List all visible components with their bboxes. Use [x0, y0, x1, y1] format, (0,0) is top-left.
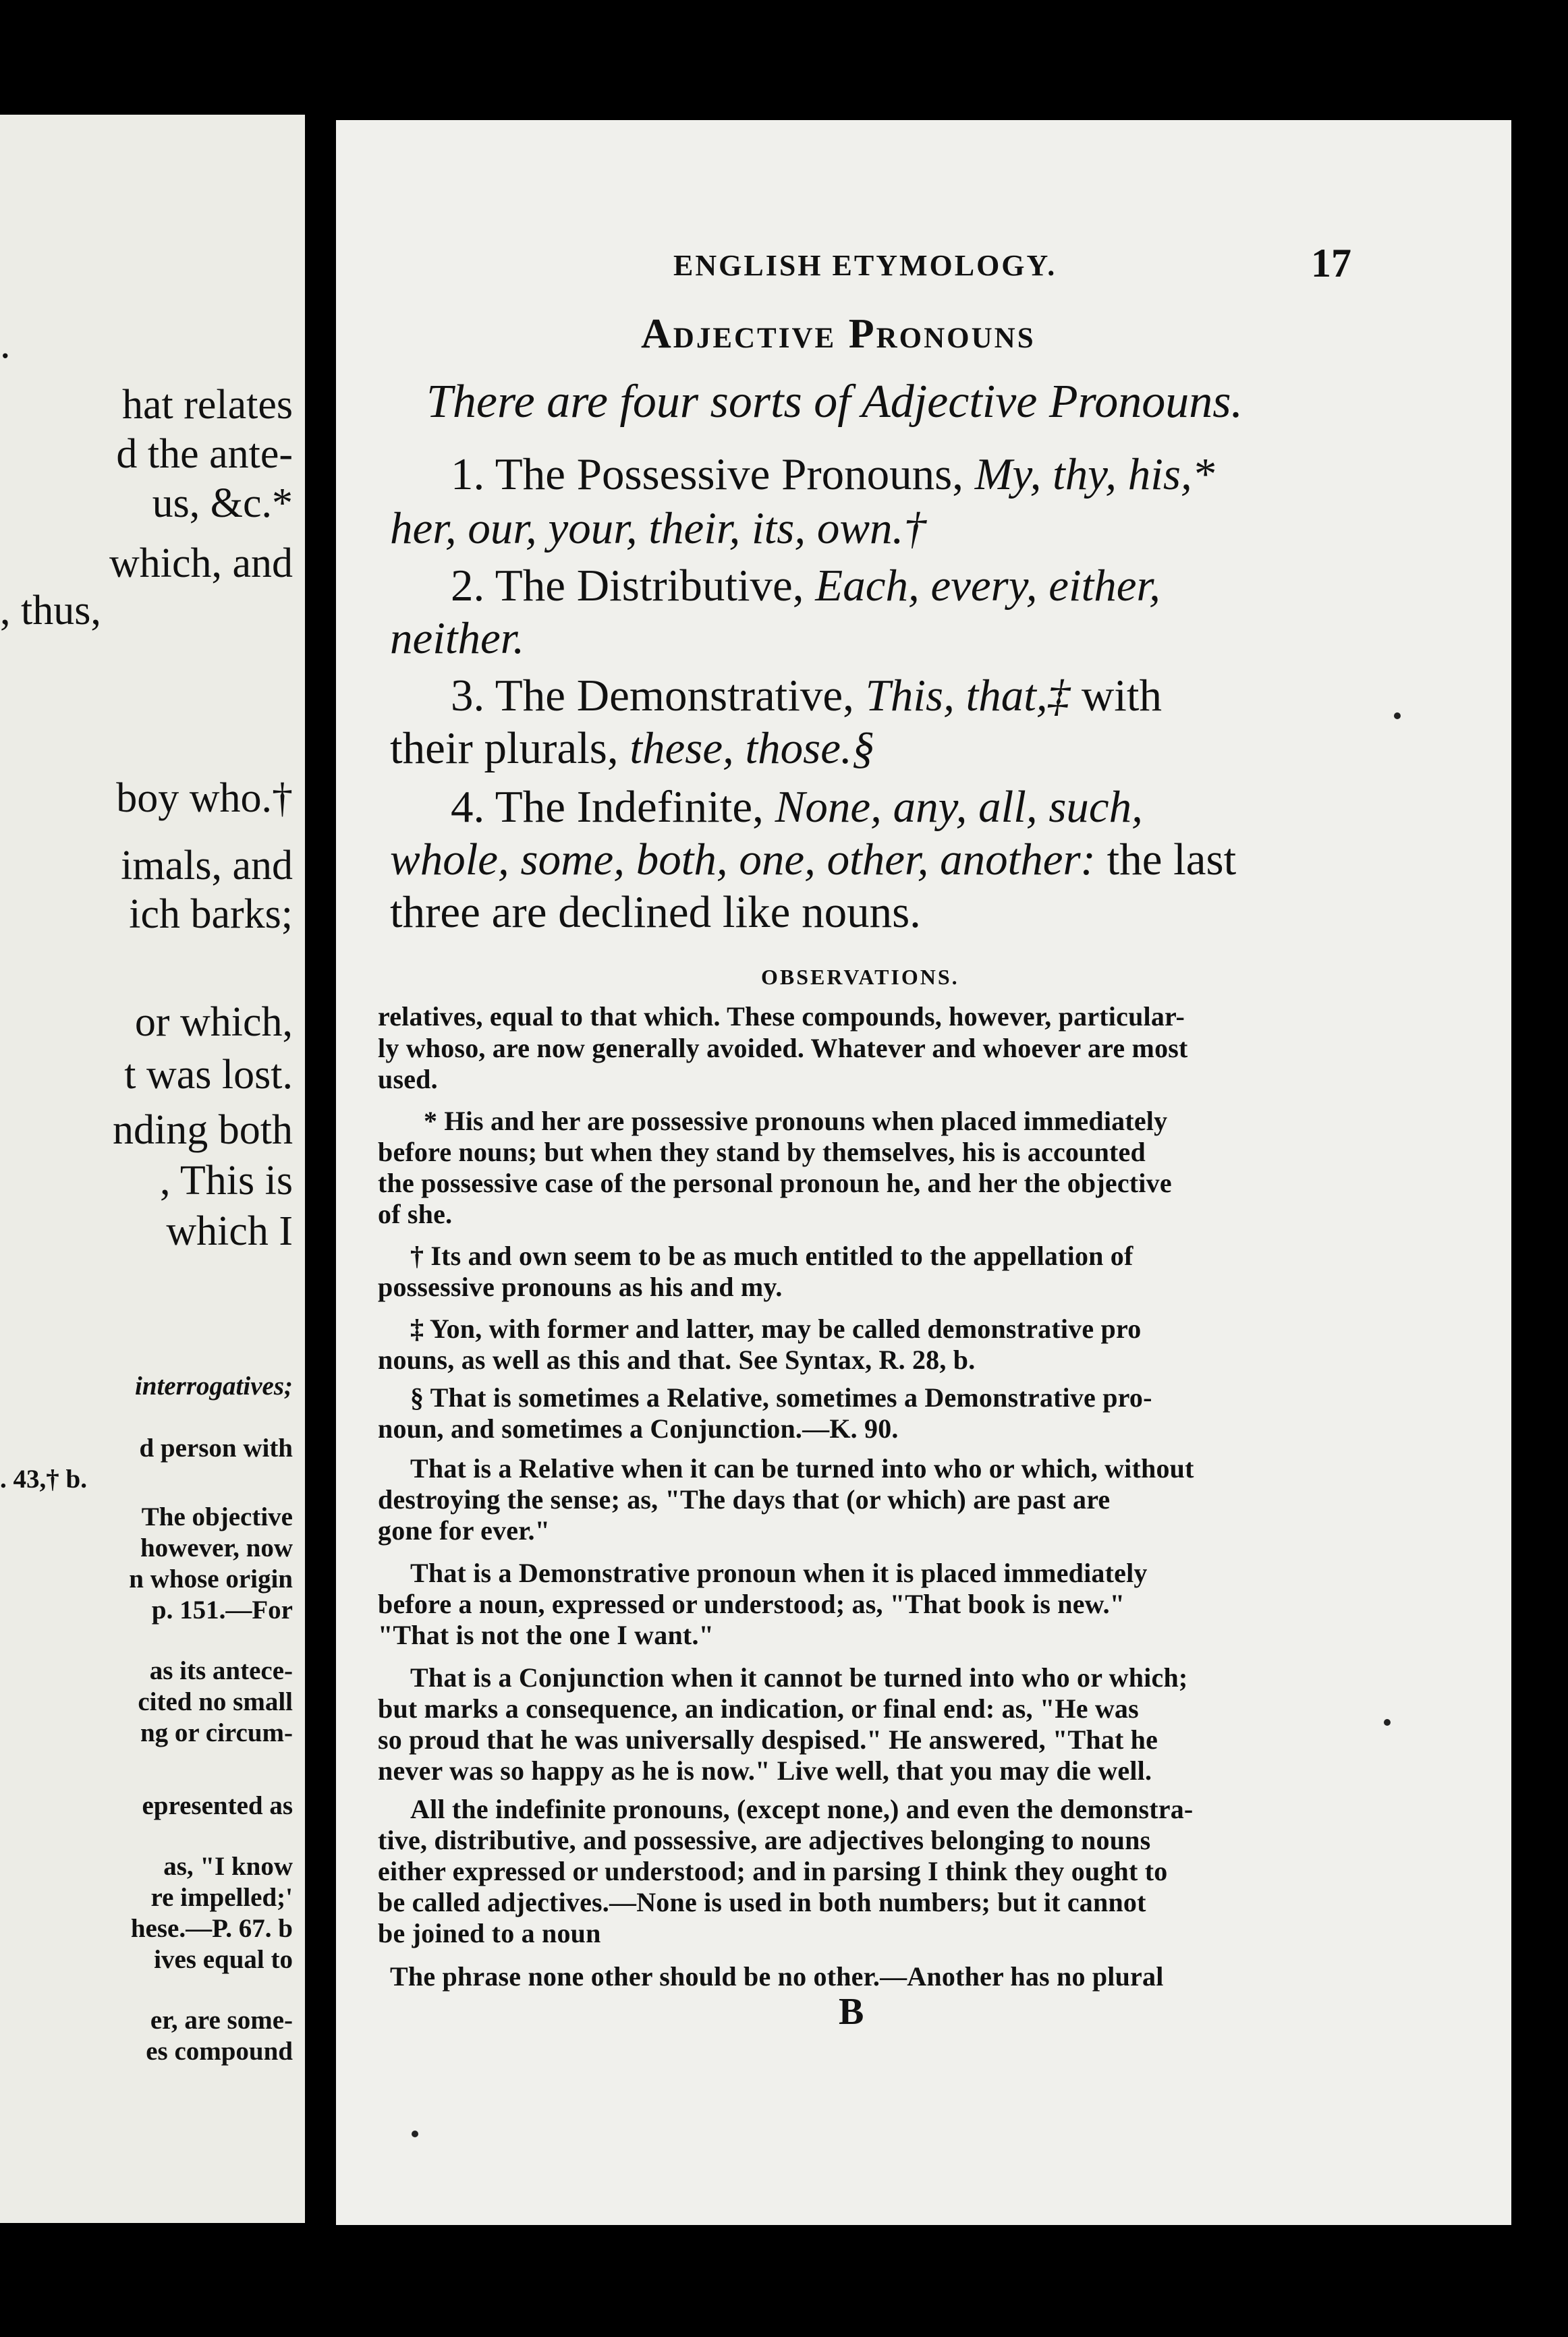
- left-line: imals, and: [121, 843, 293, 889]
- running-head: ENGLISH ETYMOLOGY.: [673, 249, 1057, 282]
- speck: [412, 2131, 418, 2137]
- item-4-last: the last: [1107, 835, 1237, 884]
- obs-line: the possessive case of the personal pronoun he, and her the objective: [378, 1168, 1172, 1198]
- signature-mark: B: [839, 1991, 864, 2033]
- obs-line: never was so happy as he is now." Live well, that you may die well.: [378, 1755, 1152, 1786]
- left-line: .: [0, 321, 11, 367]
- left-line: ich barks;: [129, 891, 293, 937]
- left-note-line: er, are some-: [150, 2006, 293, 2035]
- left-note-line: epresented as: [142, 1791, 293, 1820]
- left-page: [0, 115, 305, 2223]
- obs-line: tive, distributive, and possessive, are adjectives belonging to nouns: [378, 1825, 1151, 1855]
- left-line: hat relates: [121, 382, 293, 428]
- obs-line: but marks a consequence, an indication, or final end: as, "He was: [378, 1693, 1139, 1724]
- item-4-line-1: [451, 781, 1511, 833]
- speck: [1394, 712, 1401, 719]
- obs-line: † Its and own seem to be as much entitled to the appellation of: [410, 1241, 1133, 1271]
- section-subheading: There are four sorts of Adjective Pronouns.: [426, 376, 1243, 428]
- item-4-line-3: three are declined like nouns.: [390, 887, 921, 937]
- left-note-line: . 43,† b.: [0, 1465, 87, 1494]
- item-2-line-1: [451, 560, 1511, 612]
- item-3-plural-words: these, those.§: [629, 723, 875, 773]
- obs-line: * His and her are possessive pronouns when placed immediately: [424, 1106, 1168, 1136]
- item-4-label: 4. The Indefinite,: [451, 782, 764, 832]
- obs-line: before nouns; but when they stand by themselves, his is accounted: [378, 1137, 1146, 1167]
- item-3-line-1: [451, 670, 1511, 722]
- item-3-label: 3. The Demonstrative,: [451, 671, 854, 721]
- obs-line: noun, and sometimes a Conjunction.—K. 90.: [378, 1413, 899, 1444]
- obs-line: That is a Conjunction when it cannot be turned into who or which;: [410, 1662, 1188, 1693]
- item-3-words: This, that,‡: [865, 671, 1071, 721]
- left-line: nding both: [113, 1107, 293, 1153]
- obs-line: so proud that he was universally despised." He answered, "That he: [378, 1724, 1158, 1755]
- item-1-line-2: her, our, your, their, its, own.†: [390, 503, 926, 553]
- left-note-line: as its antece-: [149, 1656, 293, 1685]
- left-note-line: ng or circum-: [140, 1718, 293, 1747]
- item-1-label: 1. The Possessive Pronouns,: [451, 449, 963, 499]
- left-line: , This is: [160, 1158, 293, 1204]
- item-3-line-2: [390, 723, 1469, 775]
- obs-line: possessive pronouns as his and my.: [378, 1272, 783, 1302]
- obs-line: gone for ever.": [378, 1515, 551, 1546]
- right-page: [336, 120, 1511, 2225]
- left-line: which, and: [109, 540, 293, 586]
- left-line: t was lost.: [124, 1052, 293, 1098]
- item-4-line-2: [390, 834, 1469, 886]
- obs-line: be joined to a noun: [378, 1918, 601, 1948]
- left-note-line: interrogatives;: [135, 1372, 293, 1401]
- left-note-line: hese.—P. 67. b: [130, 1914, 293, 1943]
- obs-line: of she.: [378, 1199, 453, 1229]
- left-note-line: however, now: [140, 1533, 293, 1562]
- obs-line: That is a Relative when it can be turned into who or which, without: [410, 1453, 1194, 1484]
- left-note-line: p. 151.—For: [151, 1596, 293, 1625]
- obs-line: destroying the sense; as, "The days that (or which) are past are: [378, 1484, 1111, 1515]
- observations-heading: OBSERVATIONS.: [761, 965, 959, 989]
- speck: [1384, 1719, 1391, 1726]
- obs-line: That is a Demonstrative pronoun when it is placed immediately: [410, 1558, 1148, 1588]
- obs-line: either expressed or understood; and in parsing I think they ought to: [378, 1856, 1168, 1886]
- item-4-words-2: whole, some, both, one, other, another:: [390, 835, 1096, 884]
- left-note-line: n whose origin: [129, 1565, 293, 1594]
- obs-line: nouns, as well as this and that. See Syntax, R. 28, b.: [378, 1345, 976, 1375]
- left-note-line: The objective: [141, 1502, 293, 1531]
- obs-line: relatives, equal to that which. These compounds, however, particular-: [378, 1001, 1185, 1032]
- item-4-words: None, any, all, such,: [775, 782, 1143, 832]
- left-note-line: es compound: [146, 2037, 293, 2066]
- left-note-line: ives equal to: [154, 1945, 293, 1974]
- left-note-line: re impelled;': [150, 1883, 293, 1912]
- section-heading: Adjective Pronouns: [641, 311, 1036, 357]
- obs-line: ly whoso, are now generally avoided. Whatever and whoever are most: [378, 1033, 1188, 1063]
- item-2-label: 2. The Distributive,: [451, 561, 804, 611]
- item-2-line-2: neither.: [390, 613, 525, 663]
- left-note-line: d person with: [139, 1434, 293, 1463]
- obs-line: "That is not the one I want.": [378, 1620, 715, 1650]
- left-line: which I: [166, 1208, 293, 1254]
- left-note-line: as, "I know: [163, 1852, 293, 1881]
- obs-line: be called adjectives.—None is used in both numbers; but it cannot: [378, 1887, 1146, 1917]
- item-3-with: with: [1081, 671, 1162, 721]
- page-number: 17: [1311, 241, 1351, 285]
- obs-line: The phrase none other should be no other.—Another has no plural: [390, 1961, 1164, 1992]
- obs-line: used.: [378, 1064, 438, 1094]
- item-1-line-1: [451, 449, 1511, 501]
- left-line: , thus,: [0, 588, 101, 633]
- left-line: d the ante-: [116, 431, 293, 477]
- left-line: boy who.†: [116, 775, 293, 821]
- item-2-words: Each, every, either,: [815, 561, 1160, 611]
- obs-line: § That is sometimes a Relative, sometimes a Demonstrative pro-: [410, 1382, 1152, 1413]
- obs-line: before a noun, expressed or understood; as, "That book is new.": [378, 1589, 1125, 1619]
- left-line: us, &c.*: [152, 480, 293, 526]
- item-1-words: My, thy, his,*: [974, 449, 1215, 499]
- left-note-line: cited no small: [138, 1687, 293, 1716]
- obs-line: ‡ Yon, with former and latter, may be called demonstrative pro: [410, 1314, 1142, 1344]
- item-3-plurals: their plurals,: [390, 723, 619, 773]
- obs-line: All the indefinite pronouns, (except none,) and even the demonstra-: [410, 1794, 1194, 1824]
- left-line: or which,: [134, 999, 293, 1045]
